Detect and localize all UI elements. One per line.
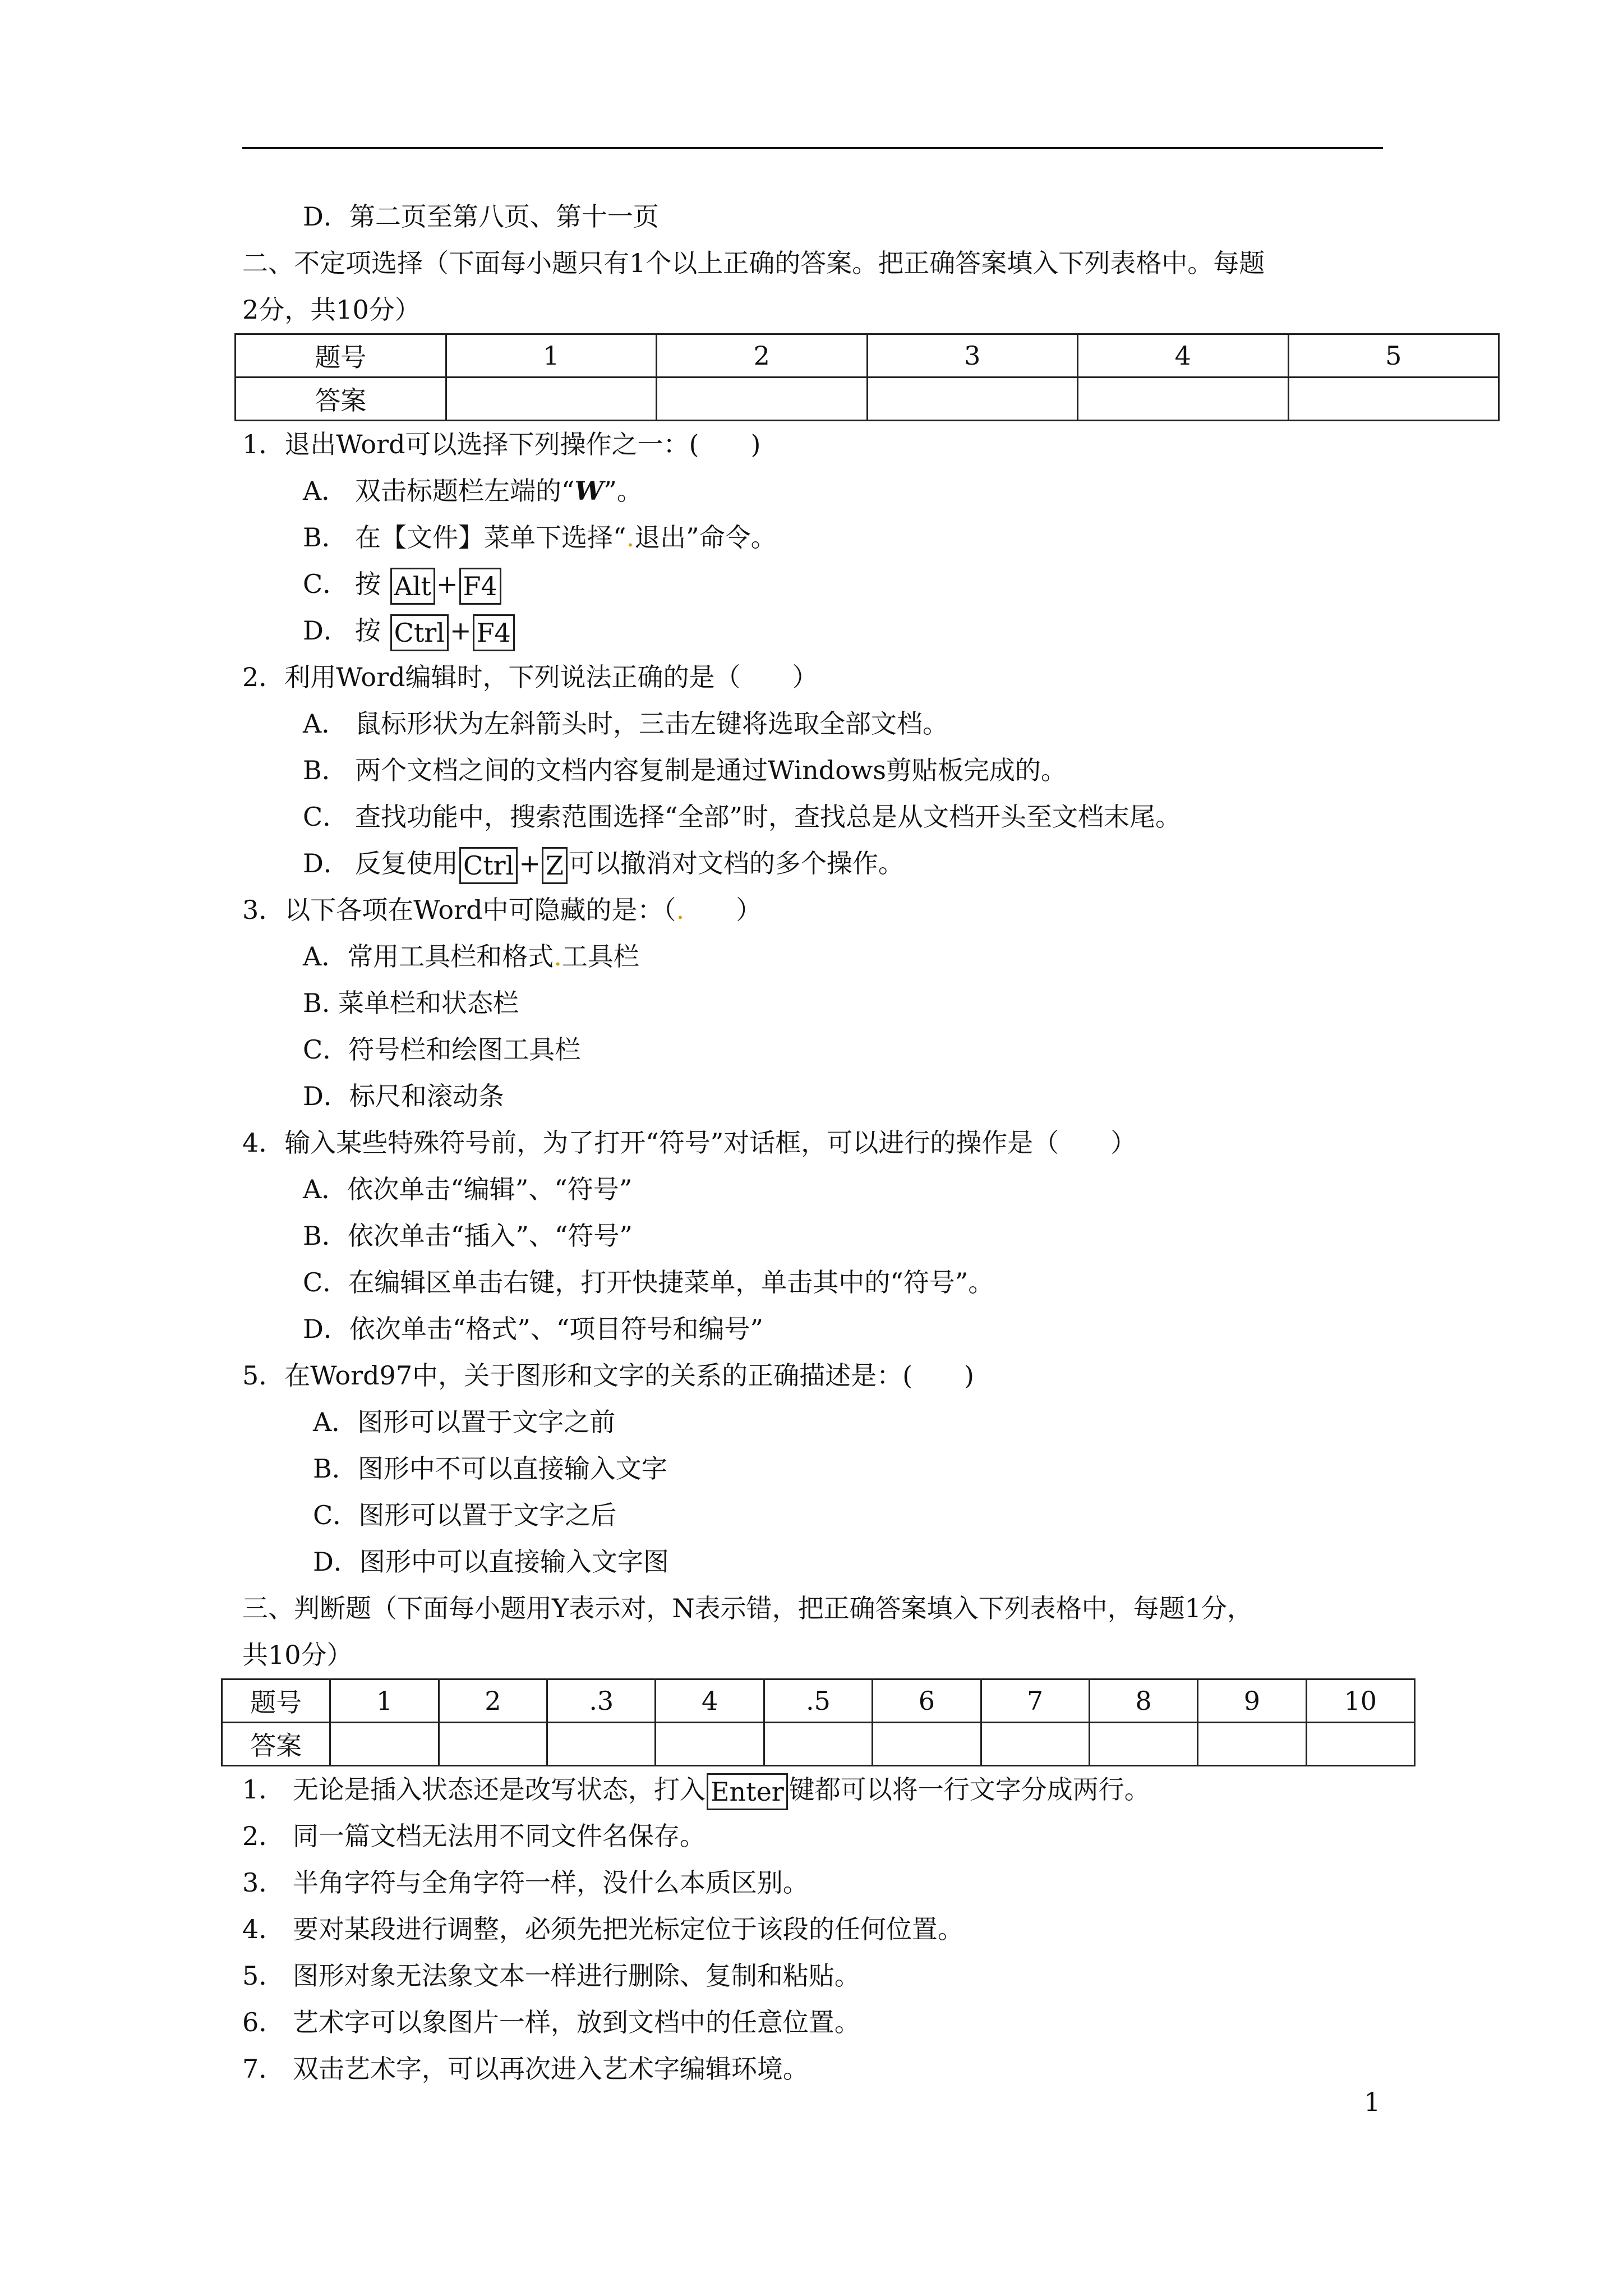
answer-cell[interactable] [547, 1723, 656, 1766]
answer-cell[interactable] [1306, 1723, 1414, 1766]
option-b [242, 514, 1498, 561]
option-label: B． [303, 755, 348, 785]
option-text: 可以撤消对文档的多个操作。 [568, 848, 904, 878]
question-number: 4 [1078, 334, 1289, 378]
option-c: C．图形可以置于文字之后 [313, 1500, 617, 1530]
section3-answer-table [221, 1678, 1415, 1766]
row-label: 答案 [222, 1723, 330, 1766]
option-text: 按 [355, 615, 381, 646]
option-text: 鼠标形状为左斜箭头时，三击左键将选取全部文档。 [355, 708, 948, 739]
option-text: 退出”命令。 [634, 522, 777, 553]
question-stem: 4．输入某些特殊符号前，为了打开“符号”对话框，可以进行的操作是（ ） [242, 1128, 1137, 1158]
table-row [236, 378, 1499, 421]
row-label: 题号 [236, 334, 446, 378]
option-label: D． [303, 848, 349, 878]
question-number: 8 [1089, 1680, 1197, 1723]
option-a [242, 933, 1498, 980]
option-label: A． [303, 476, 348, 506]
option-label: A． [303, 708, 348, 739]
stray-mark: . [626, 522, 635, 553]
option-text: 两个文档之间的文档内容复制是通过Windows剪贴板完成的。 [355, 755, 1067, 785]
answer-cell[interactable] [873, 1723, 981, 1766]
section2-heading-2: 2分，共10分） [242, 295, 421, 325]
question-number: 3 [867, 334, 1078, 378]
option-text: 工具栏 [561, 941, 639, 972]
question-stem [242, 887, 1498, 933]
plus-sign: + [450, 615, 472, 646]
option-a [242, 468, 1498, 514]
option-a: A．依次单击“编辑”、“符号” [303, 1174, 633, 1204]
page-number: 1 [1364, 2087, 1381, 2117]
answer-cell[interactable] [1078, 378, 1289, 421]
key-alt: Alt [390, 568, 435, 605]
item-text: 1． 无论是插入状态还是改写状态，打入 [242, 1774, 706, 1805]
key-z: Z [542, 847, 568, 884]
answer-cell[interactable] [330, 1723, 439, 1766]
table-row [236, 334, 1499, 378]
answer-cell[interactable] [1089, 1723, 1197, 1766]
question-number: .3 [547, 1680, 656, 1723]
question-number: 4 [656, 1680, 764, 1723]
option-text: 查找功能中，搜索范围选择“全部”时，查找总是从文档开头至文档末尾。 [355, 802, 1182, 832]
answer-cell[interactable] [764, 1723, 872, 1766]
answer-cell[interactable] [656, 1723, 764, 1766]
option-text: ”。 [603, 476, 643, 506]
judgement-item: 7． 双击艺术字，可以再次进入艺术字编辑环境。 [242, 2054, 809, 2084]
judgement-item: 4． 要对某段进行调整，必须先把光标定位于该段的任何位置。 [242, 1914, 963, 1944]
stray-mark: . [554, 941, 562, 972]
section3-heading-1: 三、判断题（下面每小题用Y表示对，N表示错，把正确答案填入下列表格中，每题1分， [242, 1593, 1253, 1623]
plus-sign: + [436, 569, 458, 599]
question-number: 6 [873, 1680, 981, 1723]
answer-cell[interactable] [867, 378, 1078, 421]
key-f4: F4 [473, 614, 515, 651]
table-row [222, 1680, 1415, 1723]
option-c [242, 794, 1498, 840]
table-row [222, 1723, 1415, 1766]
word-w-icon: W [574, 476, 604, 506]
option-label: D． [303, 615, 349, 646]
option-a: A．图形可以置于文字之前 [313, 1407, 616, 1437]
question-number: 9 [1198, 1680, 1306, 1723]
option-c: C．在编辑区单击右键，打开快捷菜单，单击其中的“符号”。 [303, 1267, 994, 1297]
key-enter: Enter [707, 1773, 788, 1810]
question-number: 7 [981, 1680, 1089, 1723]
key-ctrl: Ctrl [390, 614, 449, 651]
option-text: 双击标题栏左端的“ [355, 476, 575, 506]
option-b: B. 菜单栏和状态栏 [303, 988, 519, 1018]
answer-cell[interactable] [1288, 378, 1499, 421]
judgement-item [242, 1766, 1498, 1813]
answer-cell[interactable] [446, 378, 657, 421]
question-number: 10 [1306, 1680, 1414, 1723]
question-number: 5 [1288, 334, 1499, 378]
answer-cell[interactable] [657, 378, 868, 421]
option-d [242, 608, 1498, 654]
prev-option-d: D．第二页至第八页、第十一页 [303, 201, 659, 232]
key-ctrl: Ctrl [459, 847, 518, 884]
key-f4: F4 [459, 568, 501, 605]
option-b: B．图形中不可以直接输入文字 [313, 1453, 667, 1484]
judgement-item: 6． 艺术字可以象图片一样，放到文档中的任意位置。 [242, 2007, 860, 2037]
row-label: 答案 [236, 378, 446, 421]
option-d [242, 840, 1498, 887]
option-text: A．常用工具栏和格式 [303, 941, 554, 972]
option-label: C． [303, 802, 349, 832]
stem-text: 3．以下各项在Word中可隐藏的是：（ [242, 895, 676, 925]
option-d: D．标尺和滚动条 [303, 1081, 504, 1111]
stem-text: ） [684, 895, 762, 925]
judgement-item: 3． 半角字符与全角字符一样，没什么本质区别。 [242, 1867, 809, 1898]
option-a [242, 701, 1498, 747]
question-stem: 1．退出Word可以选择下列操作之一：( ) [242, 429, 761, 459]
answer-cell[interactable] [1198, 1723, 1306, 1766]
section2-heading-1: 二、不定项选择（下面每小题只有1个以上正确的答案。把正确答案填入下列表格中。每题 [242, 248, 1265, 278]
question-stem: 2．利用Word编辑时，下列说法正确的是（ ） [242, 662, 818, 692]
answer-cell[interactable] [981, 1723, 1089, 1766]
plus-sign: + [519, 848, 541, 878]
question-number: 2 [657, 334, 868, 378]
question-stem: 5．在Word97中，关于图形和文字的关系的正确描述是：( ) [242, 1360, 974, 1391]
option-b: B．依次单击“插入”、“符号” [303, 1221, 633, 1251]
option-label: B． [303, 522, 348, 553]
option-d: D．图形中可以直接输入文字图 [313, 1547, 669, 1577]
option-c [242, 561, 1498, 608]
question-number: .5 [764, 1680, 872, 1723]
header-rule [242, 147, 1383, 149]
judgement-item: 2． 同一篇文档无法用不同文件名保存。 [242, 1821, 706, 1851]
option-text: 按 [355, 569, 381, 599]
question-number: 2 [439, 1680, 547, 1723]
option-text: 在【文件】菜单下选择“ [355, 522, 626, 553]
section2-answer-table [234, 333, 1500, 421]
question-number: 1 [446, 334, 657, 378]
option-text: 反复使用 [355, 848, 458, 878]
option-d: D．依次单击“格式”、“项目符号和编号” [303, 1314, 763, 1344]
row-label: 题号 [222, 1680, 330, 1723]
option-label: C． [303, 569, 349, 599]
stray-mark: . [676, 895, 685, 925]
option-c: C．符号栏和绘图工具栏 [303, 1034, 581, 1065]
question-number: 1 [330, 1680, 439, 1723]
option-b [242, 747, 1498, 794]
section3-heading-2: 共10分） [242, 1640, 353, 1670]
answer-cell[interactable] [439, 1723, 547, 1766]
item-text: 键都可以将一行文字分成两行。 [789, 1774, 1150, 1805]
judgement-item: 5． 图形对象无法象文本一样进行删除、复制和粘贴。 [242, 1961, 860, 1991]
document-body [242, 194, 1498, 2092]
